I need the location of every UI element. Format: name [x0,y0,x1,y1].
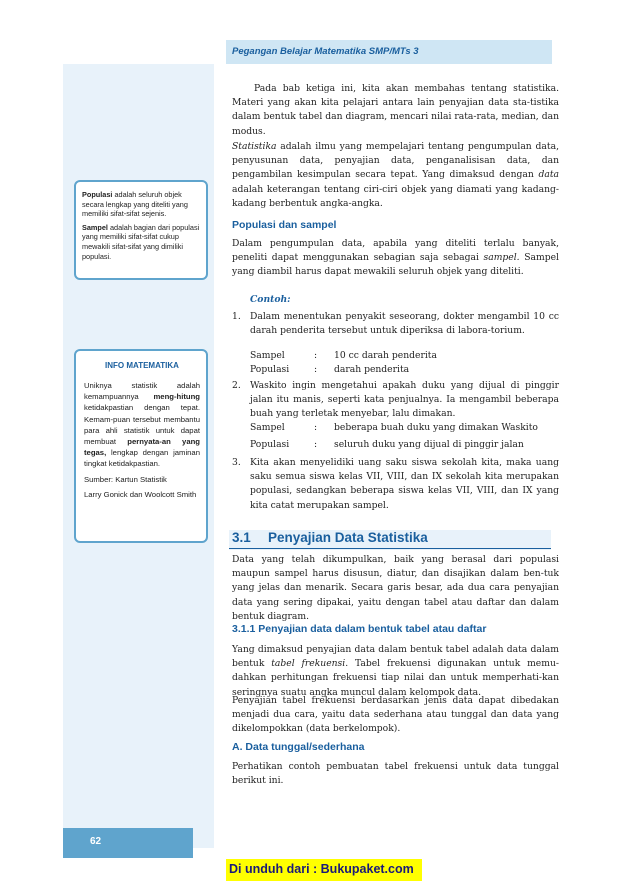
download-source-text: Di unduh dari : Bukupaket.com [229,862,414,876]
example-item-2: Waskito ingin mengetahui apakah duku yang dijual di pinggir jalan itu manis, seperti kata penjualnya. Ia mengambil beberapa buah yang terletak menyebar, lalu dimakan. [250,380,559,420]
item-number: 2. [232,380,241,391]
sampel-value: 10 cc darah penderita [334,350,437,361]
section-heading-rule [229,548,551,549]
colon: : [314,439,318,450]
colon: : [314,422,318,433]
info-box-authors: Larry Gonick dan Woolcott Smith [84,489,197,499]
data-tunggal-paragraph: Perhatikan contoh pembuatan tabel frekuensi untuk data tunggal berikut ini. [232,761,559,787]
info-box-text: Uniknya statistik adalah kemampuannya meng-hitung ketidakpastian dengan tepat. Kemam-puan tersebut membantu para ahli statistik untuk dapat membuat pernyata-an yang tegas, lengkap dengan jaminan tingkat ketidakpastian. [84,381,200,469]
data-tunggal-heading: A. Data tunggal/sederhana [232,741,365,753]
jenis-data-paragraph: Penyajian tabel frekuensi berdasarkan jenis data dapat dibedakan menjadi dua cara, yaitu data sederhana atau tunggal dan data yang dikelompokkan (data berkelompok). [232,695,559,735]
example-item-1: Dalam menentukan penyakit seseorang, dokter mengambil 10 cc darah penderita tersebut untuk diperiksa di labora-torium. [250,311,559,337]
section-3-1-paragraph: Data yang telah dikumpulkan, baik yang berasal dari populasi maupun sampel harus disusun, diatur, dan disajikan dalam ben-tuk yang jelas dan menarik. Secara garis besar, ada dua cara penyajian data yang sering dipakai, yaitu dengan tabel atau daftar dan dalam bentuk diagram. [232,554,559,622]
section-number: 3.1 [232,530,251,545]
populasi-value: darah penderita [334,364,410,375]
populasi-heading: Populasi dan sampel [232,219,337,231]
populasi-label: Populasi [250,439,290,450]
section-3-1-1-heading: 3.1.1 Penyajian data dalam bentuk tabel atau daftar [232,623,487,635]
page-number-tab [63,828,193,858]
populasi-definition: Populasi adalah seluruh objek secara lengkap yang diteliti yang memiliki sifat-sifat sejenis. [82,190,188,219]
populasi-label: Populasi [250,364,290,375]
example-item-3: Kita akan menyelidiki uang saku siswa sekolah kita, maka uang saku semua siswa kelas VII, VIII, dan IX sekolah kita merupakan populasi, sedangkan beberapa siswa kelas VII, VIII, dan IX yang kita catat merupakan sampel. [250,457,559,511]
tabel-frekuensi-paragraph: Yang dimaksud penyajian data dalam bentuk tabel adalah data dalam bentuk tabel frekuensi. Tabel frekuensi digunakan untuk memu-dahkan perhitungan frekuensi tiap nilai dan untuk memperhati-kan seringnya suatu angka muncul dalam kelompok data. [232,644,559,698]
item-number: 1. [232,311,241,322]
contoh-label: Contoh: [250,294,291,305]
populasi-definition-box [74,180,208,280]
intro-paragraph: Pada bab ketiga ini, kita akan membahas tentang statistika. Materi yang akan kita pelajari antara lain penyajian data sta-tistika dalam bentuk tabel dan diagram, mencari nilai rata-rata, median, dan modus. [232,83,559,137]
info-box-source: Sumber: Kartun Statistik [84,474,167,484]
info-matematika-box [74,349,208,543]
info-box-title: INFO MATEMATIKA [105,361,179,370]
running-header: Pegangan Belajar Matematika SMP/MTs 3 [232,46,419,57]
populasi-paragraph: Dalam pengumpulan data, apabila yang diteliti terlalu banyak, peneliti dapat menggunakan sebagian saja sebagai sampel. Sampel yang diambil harus dapat mewakili seluruh objek yang diteliti. [232,238,559,278]
page-number-tab-corner [183,828,193,858]
colon: : [314,364,318,375]
section-title: Penyajian Data Statistika [268,530,428,545]
sampel-value: beberapa buah duku yang dimakan Waskito [334,422,538,433]
populasi-value: seluruh duku yang dijual di pinggir jalan [334,439,524,450]
sampel-label: Sampel [250,350,285,361]
statistika-definition: Statistika adalah ilmu yang mempelajari tentang pengumpulan data, penyusunan data, penyajian data, penganalisisan data, dan pengambilan kesimpulan secara tepat. Yang dimaksud dengan data adalah keterangan tentang ciri-ciri objek yang diamati yang kadang-kadang berbentuk angka-angka. [232,141,559,209]
colon: : [314,350,318,361]
sampel-label: Sampel [250,422,285,433]
sampel-definition: Sampel adalah bagian dari populasi yang memiliki sifat-sifat cukup mewakili sifat-sifat yang dimiliki populasi. [82,222,200,261]
page-number: 62 [90,836,102,847]
item-number: 3. [232,457,241,468]
